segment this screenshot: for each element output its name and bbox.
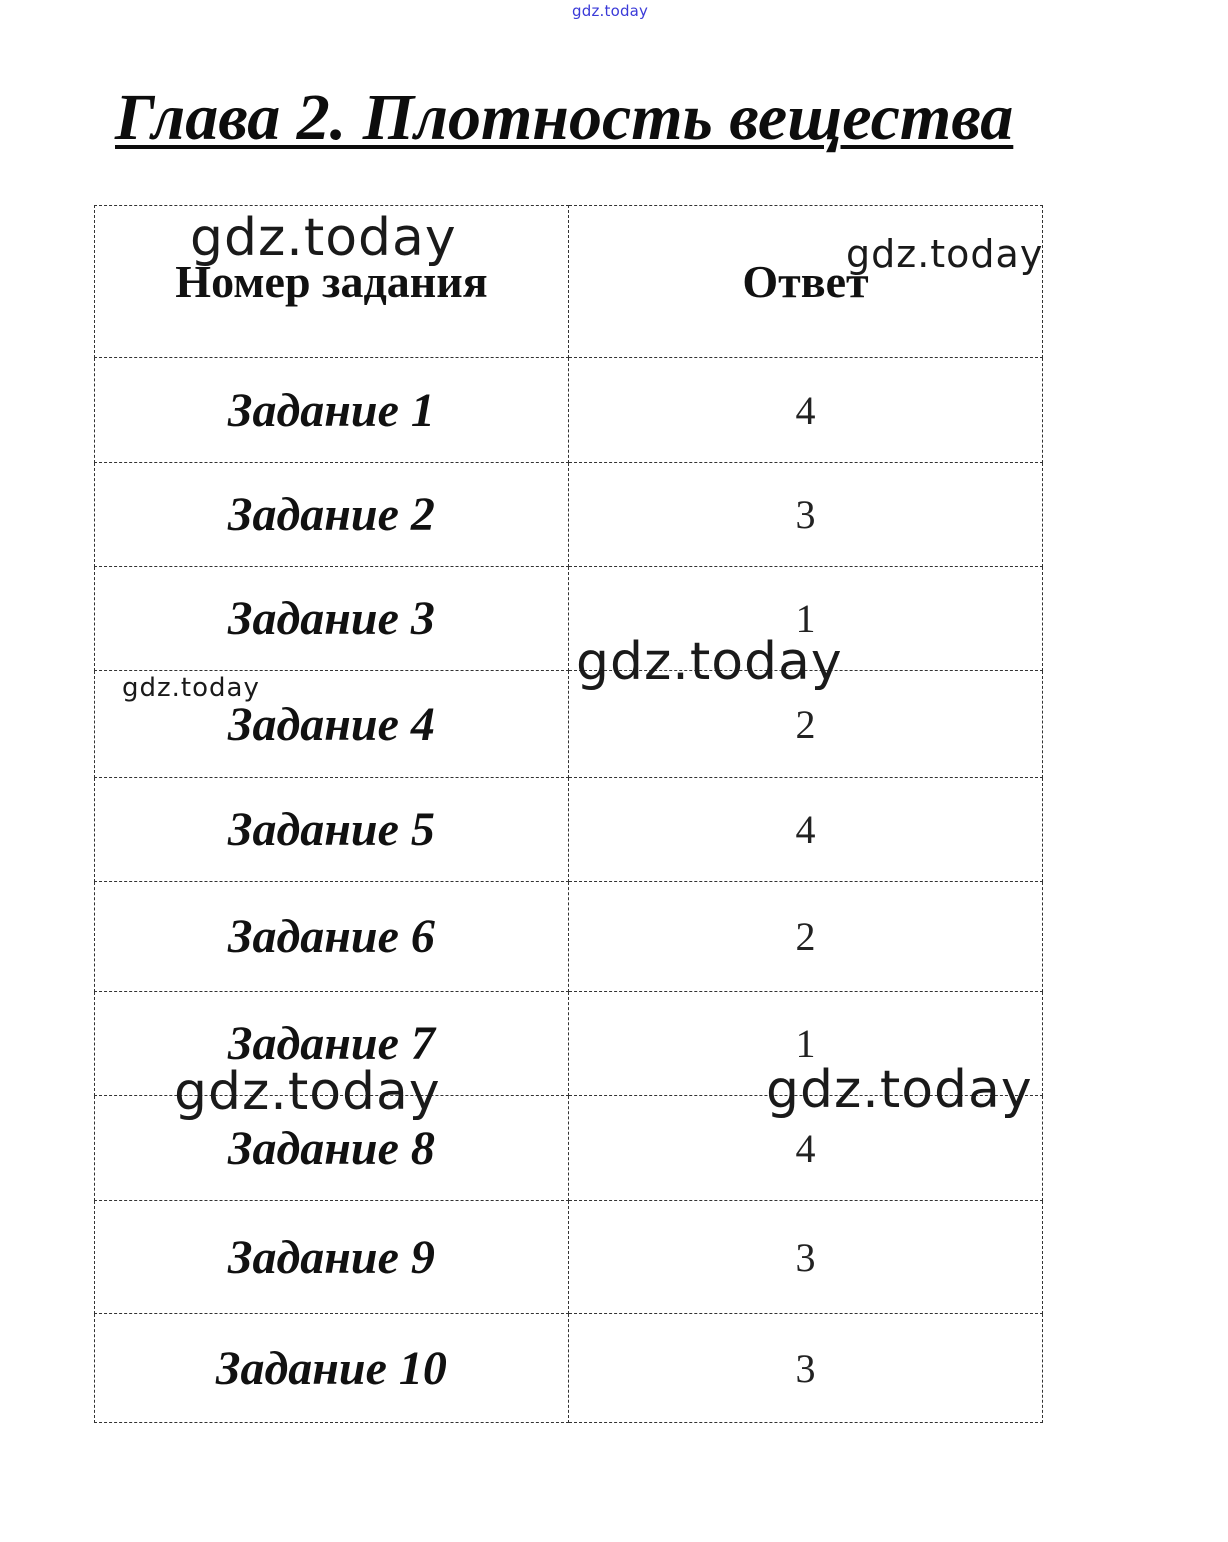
answer-value: 4 xyxy=(569,358,1043,463)
header-answer: Ответ xyxy=(569,206,1043,358)
answer-value: 4 xyxy=(569,778,1043,882)
watermark: gdz.today xyxy=(122,673,260,703)
answer-value: 2 xyxy=(569,882,1043,992)
watermark: gdz.today xyxy=(846,232,1044,276)
table-row xyxy=(95,1096,1043,1201)
watermark: gdz.today xyxy=(576,632,843,692)
task-label: Задание 9 xyxy=(95,1201,569,1314)
watermark: gdz.today xyxy=(174,1062,441,1122)
task-label: Задание 5 xyxy=(95,778,569,882)
table-row xyxy=(95,1314,1043,1423)
answer-value: 2 xyxy=(569,671,1043,778)
table-row xyxy=(95,567,1043,671)
answer-value: 4 xyxy=(569,1096,1043,1201)
table-row xyxy=(95,671,1043,778)
table-row xyxy=(95,882,1043,992)
answer-value: 3 xyxy=(569,1201,1043,1314)
answers-table xyxy=(94,205,1043,1423)
table-row xyxy=(95,358,1043,463)
answer-value: 1 xyxy=(569,992,1043,1096)
task-label: Задание 2 xyxy=(95,463,569,567)
site-watermark-top: gdz.today xyxy=(572,2,649,20)
task-label: Задание 8 xyxy=(95,1096,569,1201)
header-task-number: Номер задания xyxy=(95,206,569,358)
task-label: Задание 7 xyxy=(95,992,569,1096)
table-header-row xyxy=(95,206,1043,358)
task-label: Задание 1 xyxy=(95,358,569,463)
task-label: Задание 10 xyxy=(95,1314,569,1423)
table-row xyxy=(95,778,1043,882)
table-row xyxy=(95,1201,1043,1314)
answer-value: 3 xyxy=(569,463,1043,567)
table-row xyxy=(95,463,1043,567)
answer-value: 3 xyxy=(569,1314,1043,1423)
watermark: gdz.today xyxy=(190,208,457,268)
task-label: Задание 3 xyxy=(95,567,569,671)
task-label: Задание 6 xyxy=(95,882,569,992)
task-label: Задание 4 xyxy=(95,671,569,778)
table-row xyxy=(95,992,1043,1096)
answer-value: 1 xyxy=(569,567,1043,671)
watermark: gdz.today xyxy=(766,1060,1033,1120)
chapter-title: Глава 2. Плотность вещества xyxy=(115,81,1014,154)
